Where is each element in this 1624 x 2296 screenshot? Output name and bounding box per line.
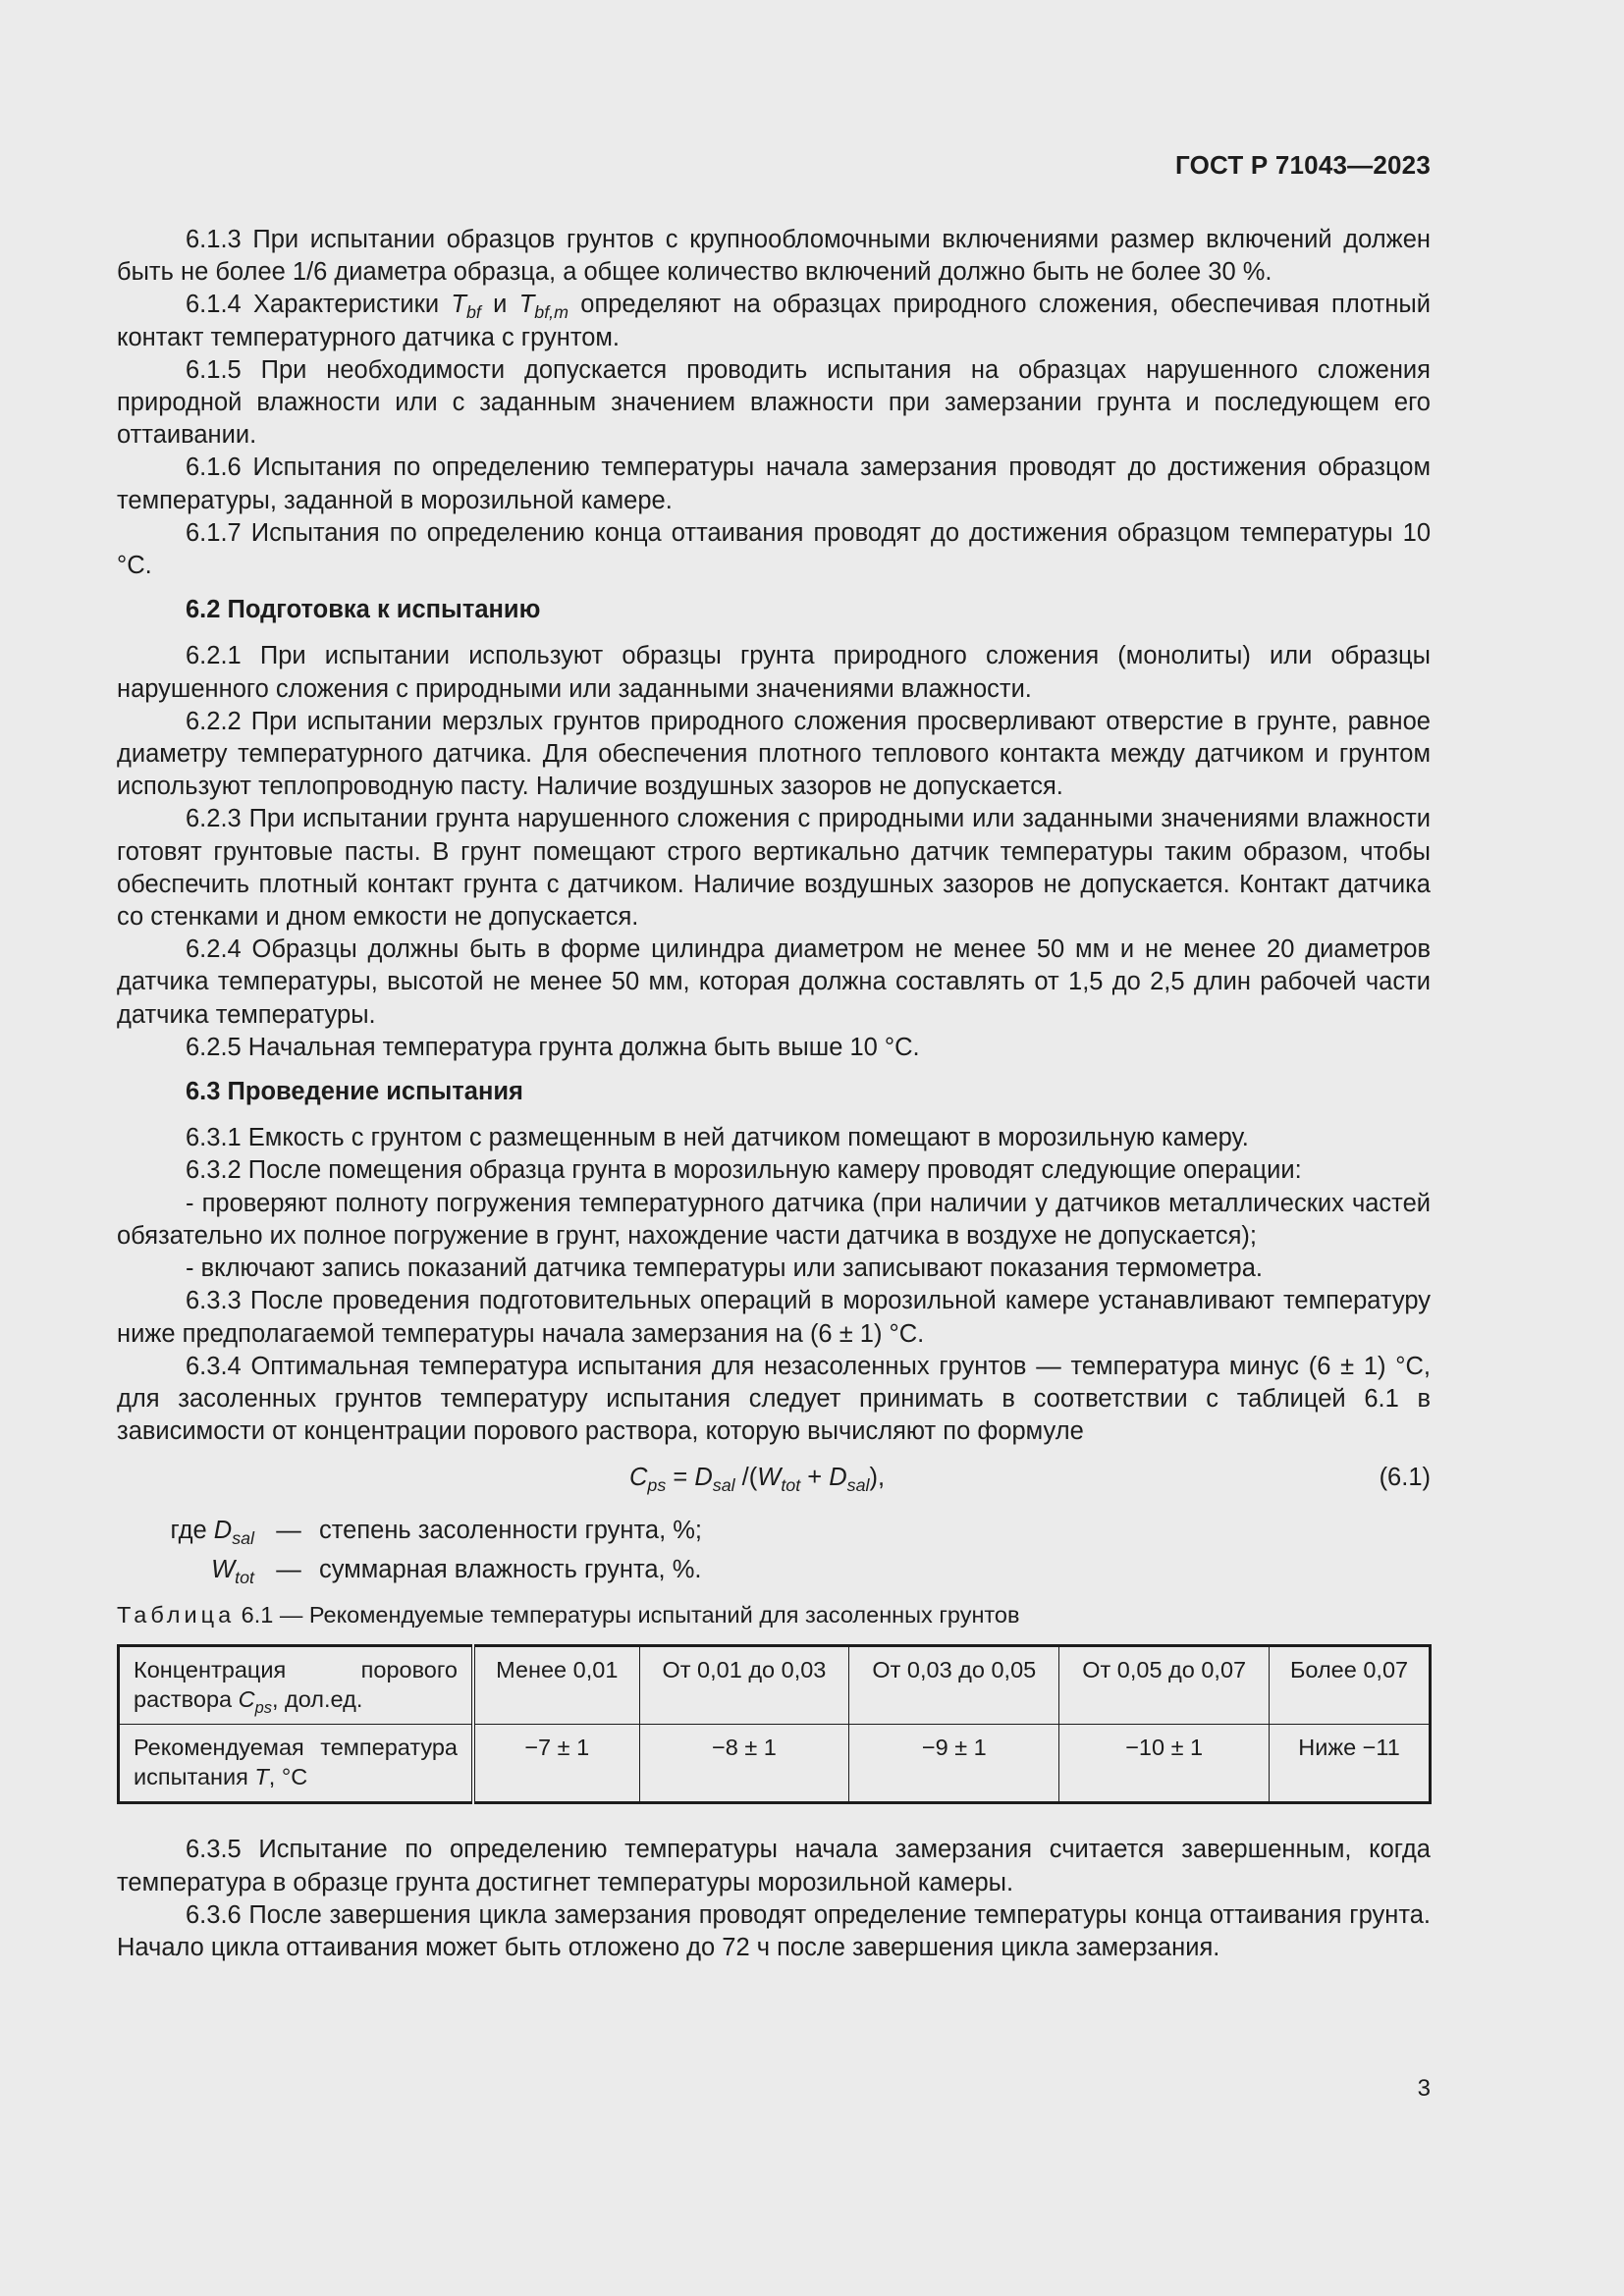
formula-number: (6.1) [1379,1464,1431,1492]
paragraph-6-1-5: 6.1.5 При необходимости допускается проводить испытания на образцах нарушенного сложения природной влажности или с заданным значением влажности при замерзании грунта и последующем его оттаивании. [117,355,1431,450]
after-table-section [117,1834,1431,1964]
table-row [119,1725,1431,1803]
legend-row [131,1515,1431,1554]
page-number: 3 [1417,2075,1431,2102]
paragraph-6-2-4: 6.2.4 Образцы должны быть в форме цилиндра диаметром не менее 50 мм и не менее 20 диаметров датчика температуры, высотой не менее 50 мм, которая должна составлять от 1,5 до 2,5 длин рабочей части датчика температуры. [117,935,1431,1029]
table-cell: −8 ± 1 [639,1725,849,1803]
legend-dash: — [276,1556,301,1584]
table-caption: Таблица 6.1 — Рекомендуемые температуры испытаний для засоленных грунтов [117,1602,1020,1629]
row-header-concentration: Концентрация порового раствора $C_{ps}$, дол.ед. [119,1646,474,1725]
section-heading-6-3: 6.3 Проведение испытания [186,1078,523,1106]
paragraph-6-2-3: 6.2.3 При испытании грунта нарушенного сложения с природными или заданными значениями влажности готовят грунтовые пасты. В грунт помещают строго вертикально датчик температуры таким образом, чтобы обеспечить плотный контакт грунта с датчиком. Наличие воздушных зазоров не допускается. Контакт датчика со стенками и дном емкости не допускается. [117,805,1431,932]
paragraph-6-1-3: 6.1.3 При испытании образцов грунтов с крупнообломочными включениями размер включений должен быть не более 1/6 диаметра образца, а общее количество включений должно быть не более 30 %. [117,226,1431,287]
paragraph-6-3-3: 6.3.3 После проведения подготовительных операций в морозильной камере устанавливают температуру ниже предполагаемой температуры начала замерзания на (6 ± 1) °С. [117,1287,1431,1348]
paragraph-6-1-4: 6.1.4 Характеристики $T_{bf}$ и $T_{bf,m}$ определяют на образцах природного сложения, обеспечивая плотный контакт температурного датчика с грунтом. [117,291,1431,351]
section-heading-6-2: 6.2 Подготовка к испытанию [186,596,541,624]
paragraph-6-3-6: 6.3.6 После завершения цикла замерзания проводят определение температуры конца оттаивания грунта. Начало цикла оттаивания может быть отложено до 72 ч после завершения цикла замерзания. [117,1900,1431,1961]
formula-legend [131,1515,1431,1593]
table-cell: Менее 0,01 [473,1646,639,1725]
table-cell: Более 0,07 [1270,1646,1431,1725]
list-item-6-3-2-b: - включают запись показаний датчика температуры или записывают показания термометра. [186,1255,1263,1283]
formula-6-1 [117,1462,1431,1497]
paragraph-6-2-2: 6.2.2 При испытании мерзлых грунтов природного сложения просверливают отверстие в грунте, равное диаметру температурного датчика. Для обеспечения плотного теплового контакта между датчиком и грунтом используют теплопроводную пасту. Наличие воздушных зазоров не допускается. [117,707,1431,801]
row-header-temperature: Рекомендуемая температура испытания T, °С [119,1725,474,1803]
paragraph-6-1-6: 6.1.6 Испытания по определению температуры начала замерзания проводят до достижения образцом температуры, заданной в морозильной камере. [117,454,1431,514]
legend-variable: $W_{tot}$ [211,1556,254,1588]
legend-text: степень засоленности грунта, %; [319,1517,702,1545]
document-header: ГОСТ Р 71043—2023 [1175,150,1431,180]
legend-row [131,1554,1431,1593]
table-row [119,1646,1431,1725]
paragraph-6-2-5: 6.2.5 Начальная температура грунта должна быть выше 10 °С. [186,1033,920,1061]
table-cell: −9 ± 1 [849,1725,1059,1803]
paragraph-6-3-1: 6.3.1 Емкость с грунтом с размещенным в ней датчиком помещают в морозильную камеру. [186,1124,1249,1152]
table-cell: Ниже −11 [1270,1725,1431,1803]
legend-text: суммарная влажность грунта, %. [319,1556,702,1584]
paragraph-6-3-2: 6.3.2 После помещения образца грунта в морозильную камеру проводят следующие операции: [186,1156,1302,1185]
table-cell: От 0,03 до 0,05 [849,1646,1059,1725]
table-cell: −7 ± 1 [473,1725,639,1803]
paragraph-6-3-4: 6.3.4 Оптимальная температура испытания для незасоленных грунтов — температура минус (6 ± 1) °С, для засоленных грунтов температуру испытания следует принимать в соответствии с таблицей 6.1 в зависимости от концентрации порового раствора, которую вычисляют по формуле [117,1352,1431,1446]
page-body [117,224,1431,1964]
legend-dash: — [276,1517,301,1545]
list-item-6-3-2-a: - проверяют полноту погружения температурного датчика (при наличии у датчиков металлических частей обязательно их полное погружение в грунт, нахождение части датчика в воздухе не допускается); [117,1189,1431,1250]
paragraph-6-3-5: 6.3.5 Испытание по определению температуры начала замерзания считается завершенным, когда температура в образце грунта достигнет температуры морозильной камеры. [117,1836,1431,1896]
paragraph-6-2-1: 6.2.1 При испытании используют образцы грунта природного сложения (монолиты) или образцы нарушенного сложения с природными или заданными значениями влажности. [117,642,1431,703]
legend-variable: где $D_{sal}$ [170,1517,254,1549]
table-cell: От 0,01 до 0,03 [639,1646,849,1725]
paragraph-6-1-7: 6.1.7 Испытания по определению конца оттаивания проводят до достижения образцом температуры 10 °С. [117,518,1431,580]
temperature-table [117,1644,1432,1804]
formula-expression: $C_{ps} = D_{sal}$ $/(W_{tot} + D_{sal})$, [629,1464,886,1496]
table-cell: От 0,05 до 0,07 [1059,1646,1270,1725]
table-cell: −10 ± 1 [1059,1725,1270,1803]
